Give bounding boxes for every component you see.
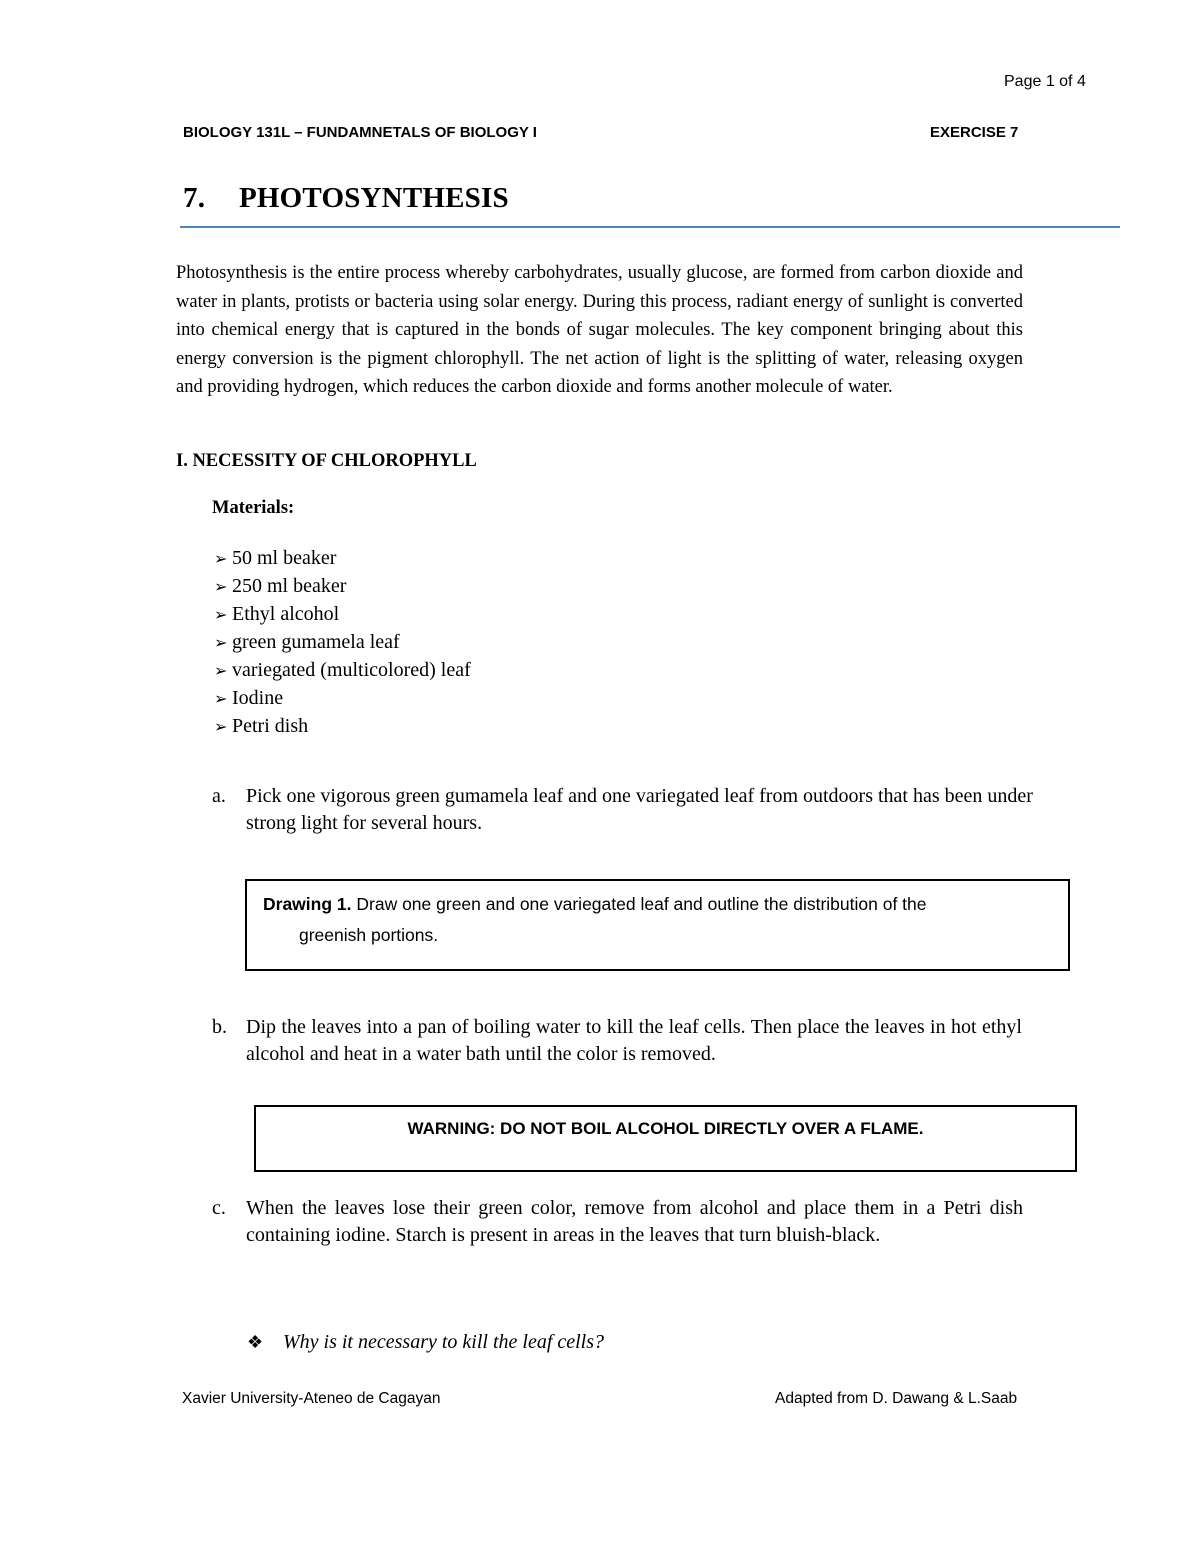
- material-label: Ethyl alcohol: [232, 603, 340, 625]
- material-label: Petri dish: [232, 715, 309, 737]
- material-label: 250 ml beaker: [232, 575, 347, 597]
- drawing-text-line1: Draw one green and one variegated leaf and outline the distribution of the: [356, 894, 927, 914]
- warning-text: WARNING: DO NOT BOIL ALCOHOL DIRECTLY OVER A FLAME.: [407, 1119, 924, 1138]
- question-text: Why is it necessary to kill the leaf cells?: [283, 1331, 605, 1353]
- drawing-text-line2: greenish portions.: [299, 925, 439, 945]
- section-heading: I. NECESSITY OF CHLOROPHYLL: [176, 451, 477, 471]
- footer-institution: Xavier University-Ateneo de Cagayan: [182, 1390, 441, 1407]
- arrow-bullet-icon: ➢: [214, 635, 228, 652]
- step-text: When the leaves lose their green color, remove from alcohol and place them in a Petri dish containing iodine. Starch is present in areas in the leaves that turn bluish-black.: [246, 1197, 1023, 1246]
- drawing-label: Drawing 1.: [263, 894, 352, 914]
- diamond-bullet-icon: ❖: [247, 1332, 264, 1352]
- exercise-header: EXERCISE 7: [930, 124, 1019, 141]
- material-label: 50 ml beaker: [232, 547, 337, 569]
- warning-box: [254, 1105, 1077, 1172]
- arrow-bullet-icon: ➢: [214, 607, 228, 624]
- drawing-instructions: [263, 889, 1058, 951]
- title-number: 7.: [183, 182, 206, 214]
- title-text: PHOTOSYNTHESIS: [239, 182, 509, 214]
- page-title: [183, 182, 509, 215]
- step-letter: b.: [212, 1016, 227, 1038]
- material-label: green gumamela leaf: [232, 631, 400, 653]
- list-item: [214, 545, 471, 573]
- step-letter: a.: [212, 785, 226, 807]
- list-item: [214, 657, 471, 685]
- material-label: variegated (multicolored) leaf: [232, 659, 471, 681]
- course-header: BIOLOGY 131L – FUNDAMNETALS OF BIOLOGY I: [183, 124, 537, 141]
- drawing-box: [245, 879, 1070, 971]
- step-text: Dip the leaves into a pan of boiling water to kill the leaf cells. Then place the leaves in hot ethyl alcohol and heat in a water bath until the color is removed.: [246, 1016, 1022, 1065]
- arrow-bullet-icon: ➢: [214, 663, 228, 680]
- arrow-bullet-icon: ➢: [214, 551, 228, 568]
- step-a: [212, 783, 1042, 843]
- footer-credit: Adapted from D. Dawang & L.Saab: [775, 1390, 1018, 1407]
- arrow-bullet-icon: ➢: [214, 691, 228, 708]
- list-item: [214, 573, 471, 601]
- list-item: [214, 685, 471, 713]
- materials-heading: Materials:: [212, 498, 295, 518]
- arrow-bullet-icon: ➢: [214, 579, 228, 596]
- title-rule: [180, 226, 1120, 228]
- arrow-bullet-icon: ➢: [214, 719, 228, 736]
- step-b: [212, 1014, 1042, 1074]
- step-text: Pick one vigorous green gumamela leaf and one variegated leaf from outdoors that has been under strong light for several hours.: [246, 785, 1033, 834]
- intro-paragraph: Photosynthesis is the entire process whereby carbohydrates, usually glucose, are formed from carbon dioxide and water in plants, protists or bacteria using solar energy. During this process, radiant energy of sunlight is converted into chemical energy that is captured in the bonds of sugar molecules. The key component bringing about this energy conversion is the pigment chlorophyll. The net action of light is the splitting of water, releasing oxygen and providing hydrogen, which reduces the carbon dioxide and forms another molecule of water.: [176, 263, 1023, 397]
- materials-list: [214, 545, 471, 741]
- question: [247, 1331, 604, 1354]
- step-letter: c.: [212, 1197, 226, 1219]
- list-item: [214, 601, 471, 629]
- material-label: Iodine: [232, 687, 284, 709]
- step-c: [212, 1195, 1042, 1279]
- list-item: [214, 713, 471, 741]
- page-number: Page 1 of 4: [1004, 73, 1086, 90]
- list-item: [214, 629, 471, 657]
